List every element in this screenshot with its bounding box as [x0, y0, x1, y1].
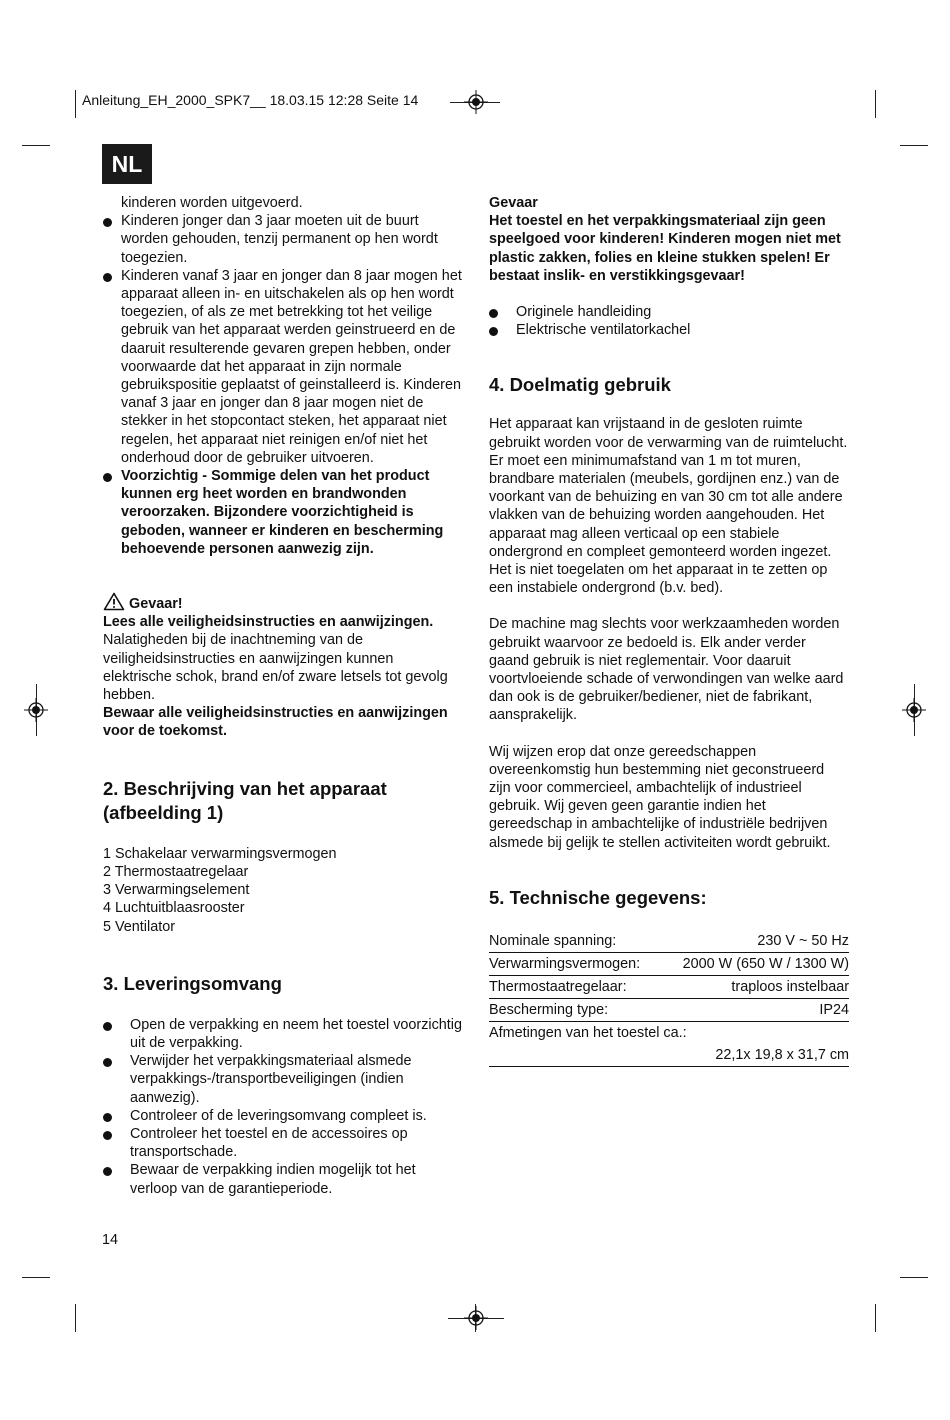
section-5-title: 5. Technische gegevens:: [489, 886, 707, 908]
tech-label: Bescherming type:: [489, 1001, 609, 1018]
registration-mark-icon: [24, 698, 48, 722]
registration-mark-icon: [464, 1306, 488, 1330]
tech-table: [489, 930, 849, 1067]
trim-mark: [900, 1277, 928, 1278]
warning-heading: [103, 592, 465, 613]
print-slug: Anleitung_EH_2000_SPK7__ 18.03.15 12:28 Seite 14: [82, 92, 419, 108]
tech-value: 2000 W (650 W / 1300 W): [682, 955, 849, 972]
section-2-title: 2. Beschrijving van het apparaat (afbeelding 1): [103, 777, 387, 823]
tech-value: traploos instelbaar: [731, 978, 849, 995]
warning-bold-2: Bewaar alle veiligheidsinstructies en aanwijzingen voor de toekomst.: [103, 705, 448, 740]
tech-label: Nominale spanning:: [489, 932, 617, 949]
table-row: [489, 976, 849, 999]
delivery-item: Verwijder het verpakkingsmateriaal alsmede verpakkings-/transportbeveiligingen (indien aanwezig).: [103, 1052, 465, 1107]
delivery-item: Controleer het toestel en de accessoires op transportschade.: [103, 1125, 465, 1161]
tech-value: IP24: [819, 1001, 849, 1018]
trim-mark: [900, 145, 928, 146]
table-row: [489, 999, 849, 1022]
part-item: 5 Ventilator: [103, 918, 176, 935]
usage-paragraph: De machine mag slechts voor werkzaamheden worden gebruikt waarvoor ze bedoeld is. Elk ander verder gaand gebruik is niet reglementair. Voor daaruit voortvloeiende schade of verwondingen van welke aard dan ook is de gebruiker/bediener, niet de fabrikant, aansprakelijk.: [489, 616, 844, 724]
tech-label: Verwarmingsvermogen:: [489, 955, 641, 972]
part-item: 4 Luchtuitblaasrooster: [103, 900, 245, 917]
warning-triangle-icon: [103, 592, 125, 611]
trim-mark: [875, 90, 876, 118]
left-column: [103, 194, 465, 1198]
contents-item: Elektrische ventilatorkachel: [489, 321, 849, 339]
safety-bullet: Kinderen vanaf 3 jaar en jonger dan 8 jaar mogen het apparaat alleen in- en uitschakelen als op hen wordt toegezien, of als ze met betrekking tot het veilige gebruik van het apparaat werden geinstrueerd en de daaruit resulterende gevaren grepen hebben, onder voorwaarde dat het apparaat in zijn normale gebruikspositie geplaatst of geinstalleerd is. Kinderen vanaf 3 jaar en jonger dan 8 jaar mogen niet de stekker in het stopcontact steken, het apparaat niet regelen, het apparaat niet reinigen en/of niet het onderhoud door de gebruiker uitvoeren.: [103, 267, 465, 467]
section-3-title: 3. Leveringsomvang: [103, 972, 282, 994]
trim-mark: [22, 145, 50, 146]
usage-paragraph: Het apparaat kan vrijstaand in de gesloten ruimte gebruikt worden voor de verwarming van de ruimtelucht. Er moet een minimumafstand van 1 m tot muren, brandbare materialen (meubels, gordijnen enz.) van de voorkant van de behuizing en van 30 cm tot alle andere vlakken van de behuizing worden aangehouden. Het apparaat mag alleen verticaal op een stabiele ondergrond en compleet gemonteerd worden ingezet. Het is niet toegelaten om het apparaat in te zetten op een instabiele ondergrond (b.v. bed).: [489, 416, 848, 597]
warning-bold-1: Lees alle veiligheidsinstructies en aanwijzingen.: [103, 614, 434, 631]
warning-text: Nalatigheden bij de inachtneming van de veiligheidsinstructies en aanwijzingen kunnen elektrische schok, brand en/of zware letsels tot gevolg hebben.: [103, 632, 448, 704]
tech-value: 230 V ~ 50 Hz: [757, 932, 849, 949]
language-tag: NL: [102, 144, 152, 184]
warning-title: Gevaar!: [129, 596, 183, 613]
delivery-item: Bewaar de verpakking indien mogelijk tot het verloop van de garantieperiode.: [103, 1161, 465, 1197]
tech-label: Thermostaatregelaar:: [489, 978, 627, 995]
part-item: 3 Verwarmingselement: [103, 882, 250, 899]
section-4-title: 4. Doelmatig gebruik: [489, 374, 671, 396]
safety-bullet: Voorzichtig - Sommige delen van het product kunnen erg heet worden en brandwonden veroorzaken. Bijzondere voorzichtigheid is geboden, wanneer er kinderen en bescherming behoevende personen aanwezig zijn.: [103, 467, 465, 558]
danger-text: Het toestel en het verpakkingsmateriaal zijn geen speelgoed voor kinderen! Kinderen mogen niet met plastic zakken, folies en kleine stukken spelen! Er bestaat inslik- en verstikkingsgevaar!: [489, 213, 841, 284]
registration-mark-icon: [902, 698, 926, 722]
tech-dim-label: Afmetingen van het toestel ca.:: [489, 1024, 687, 1041]
trim-mark: [75, 1304, 76, 1332]
delivery-item: Controleer of de leveringsomvang compleet is.: [103, 1107, 465, 1125]
right-column: [489, 194, 849, 1067]
continued-line: kinderen worden uitgevoerd.: [121, 195, 303, 211]
registration-mark-icon: [464, 90, 488, 114]
part-item: 2 Thermostaatregelaar: [103, 863, 249, 880]
trim-mark: [875, 1304, 876, 1332]
part-item: 1 Schakelaar verwarmingsvermogen: [103, 845, 337, 862]
delivery-item: Open de verpakking en neem het toestel voorzichtig uit de verpakking.: [103, 1016, 465, 1052]
safety-bullet: Kinderen jonger dan 3 jaar moeten uit de buurt worden gehouden, tenzij permanent op hen wordt toegezien.: [103, 212, 465, 267]
tech-dim-value: 22,1x 19,8 x 31,7 cm: [489, 1044, 849, 1067]
table-row: [489, 930, 849, 953]
usage-paragraph: Wij wijzen erop dat onze gereedschappen overeenkomstig hun bestemming niet geconstrueerd zijn voor commercieel, ambachtelijk of industrieel gebruik. Wij geven geen garantie indien het gereedschap in ambachtelijke of industriële bedrijven alsmede bij gelijk te stellen activiteiten wordt gebruikt.: [489, 743, 831, 851]
page-number: 14: [102, 1232, 119, 1248]
danger-title: Gevaar: [489, 195, 538, 211]
trim-mark: [22, 1277, 50, 1278]
table-row: [489, 953, 849, 976]
contents-item: Originele handleiding: [489, 303, 849, 321]
trim-mark: [75, 90, 76, 118]
